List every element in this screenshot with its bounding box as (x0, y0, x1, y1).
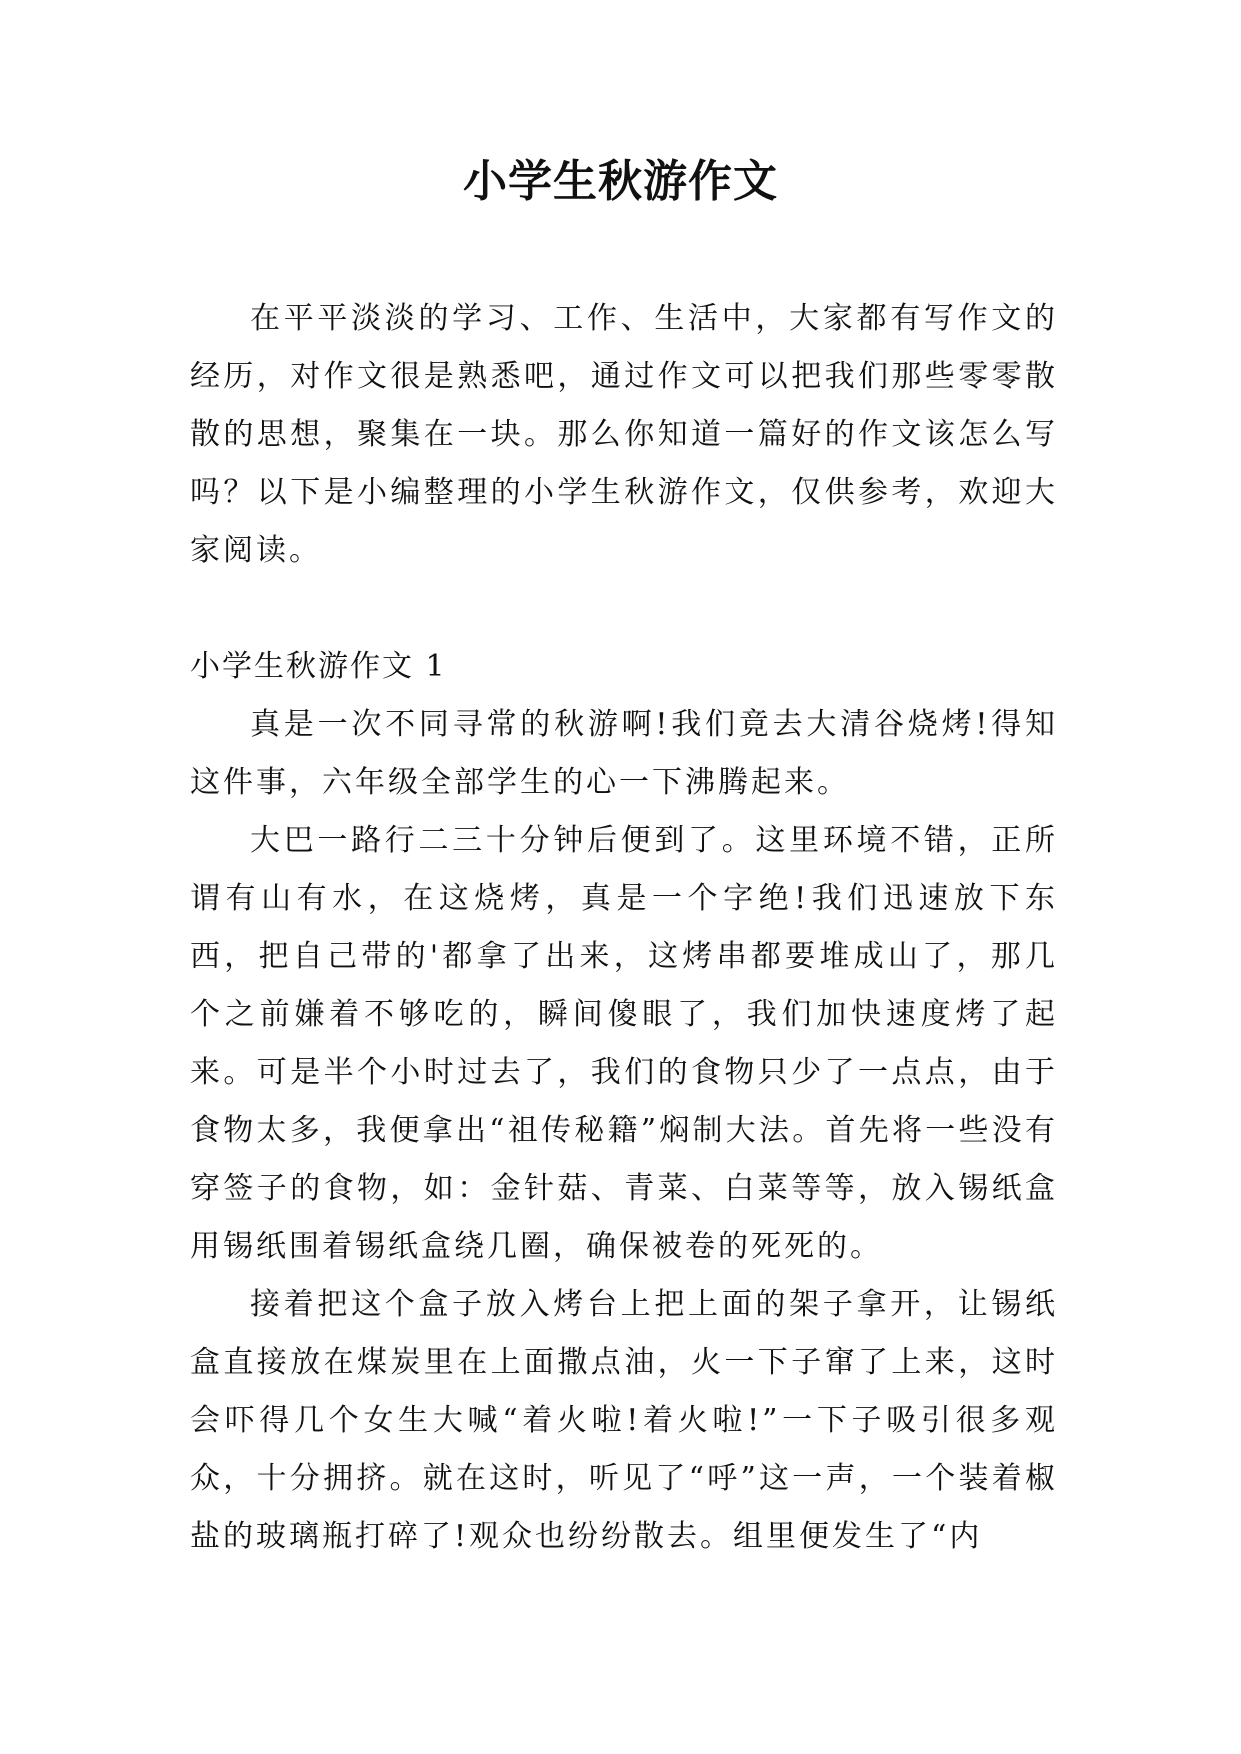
body-paragraph-3: 接着把这个盒子放入烤台上把上面的架子拿开，让锡纸盒直接放在煤炭里在上面撒点油，火一下子窜了上来，这时会吓得几个女生大喊“着火啦!着火啦!”一下子吸引很多观众，十分拥挤。就在这时，听见了“呼”这一声，一个装着椒盐的玻璃瓶打碎了!观众也纷纷散去。组里便发生了“内 (190, 1287, 1058, 1554)
document-title: 小学生秋游作文 (463, 156, 778, 207)
document-body (190, 290, 1058, 1566)
paragraph-gap (190, 580, 1058, 638)
intro-paragraph: 在平平淡淡的学习、工作、生活中，大家都有写作文的经历，对作文很是熟悉吧，通过作文可以把我们那些零零散散的思想，聚集在一块。那么你知道一篇好的作文该怎么写吗？以下是小编整理的小学生秋游作文，仅供参考，欢迎大家阅读。 (190, 301, 1058, 568)
section-heading: 小学生秋游作文 1 (190, 649, 447, 684)
body-paragraph-1: 真是一次不同寻常的秋游啊!我们竟去大清谷烧烤!得知这件事，六年级全部学生的心一下沸腾起来。 (190, 707, 1058, 800)
body-paragraph-2: 大巴一路行二三十分钟后便到了。这里环境不错，正所谓有山有水，在这烧烤，真是一个字绝!我们迅速放下东西，把自己带的'都拿了出来，这烤串都要堆成山了，那几个之前嫌着不够吃的，瞬间傻眼了，我们加快速度烤了起来。可是半个小时过去了，我们的食物只少了一点点，由于食物太多，我便拿出“祖传秘籍”焖制大法。首先将一些没有穿签子的食物，如：金针菇、青菜、白菜等等，放入锡纸盒用锡纸围着锡纸盒绕几圈，确保被卷的死死的。 (190, 823, 1058, 1264)
